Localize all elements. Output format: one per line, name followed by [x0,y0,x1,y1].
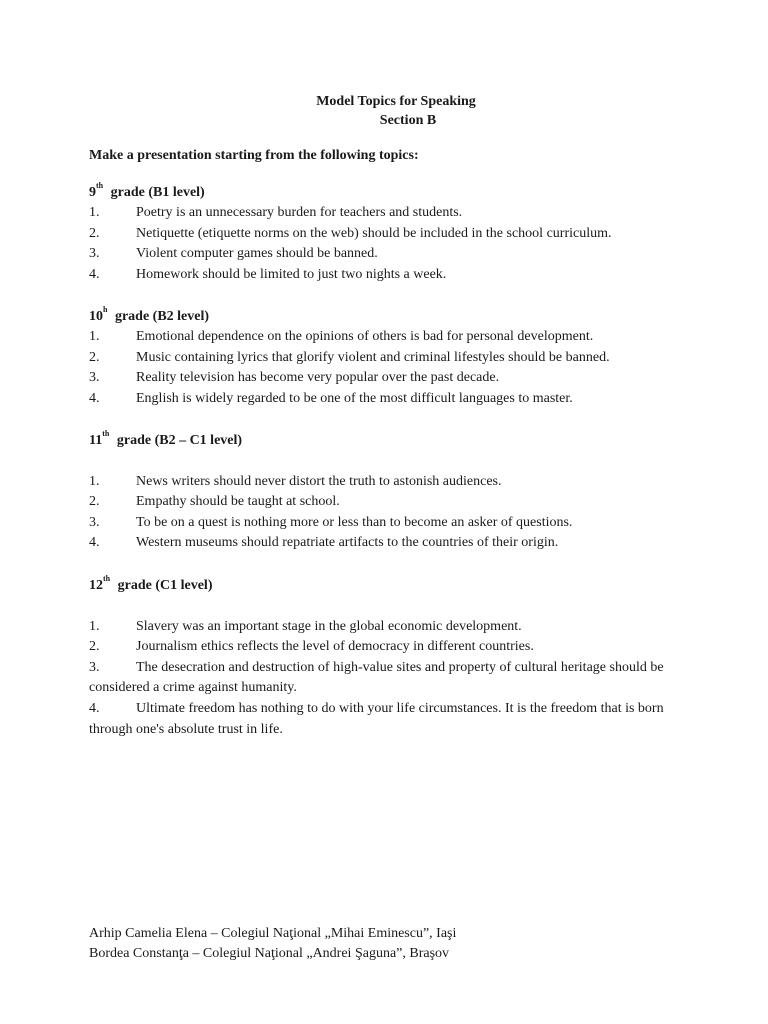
item-number: 4. [89,700,100,716]
item-text: Emotional dependence on the opinions of others is bad for personal development. [136,329,594,344]
list-item [89,472,689,493]
grade-label: grade (C1 level) [117,578,213,593]
item-text: News writers should never distort the truth to astonish audiences. [136,473,502,489]
grade-suffix: th [103,574,111,584]
section-grade-9 [89,183,689,285]
item-text: Poetry is an unnecessary burden for teachers and students. [136,205,463,220]
grade-heading [89,307,689,327]
section-grade-10 [89,307,689,409]
list-item [89,348,689,369]
list-item [89,224,689,245]
document-title [0,92,768,130]
grade-number: 11 [89,433,103,448]
item-number: 4. [89,535,100,551]
grade-heading [89,576,689,596]
item-number: 2. [89,639,100,655]
item-number: 1. [89,618,100,634]
topic-list [89,203,689,285]
item-number: 3. [89,370,100,386]
item-text: Journalism ethics reflects the level of democracy in different countries. [136,639,534,655]
list-item [89,368,689,389]
item-number: 1. [89,473,100,489]
authors-footer [89,924,456,964]
item-text: Netiquette (etiquette norms on the web) should be included in the school curriculum. [136,225,612,241]
author-line: Bordea Constanţa – Colegiul Naţional „Andrei Şaguna”, Braşov [89,946,450,961]
item-number: 2. [89,349,100,365]
item-text: To be on a quest is nothing more or less than to become an asker of questions. [136,514,573,530]
list-item [89,327,689,348]
item-text: Violent computer games should be banned. [136,246,378,262]
grade-suffix: th [102,429,110,439]
grade-label: grade (B2 – C1 level) [116,433,243,448]
grade-label: grade (B2 level) [114,309,210,324]
list-item [89,699,689,740]
item-text: Homework should be limited to just two nights a week. [136,266,447,282]
list-item [89,617,689,638]
grade-suffix: th [96,181,104,191]
grade-heading [89,431,689,451]
list-item [89,389,689,410]
grade-number: 10 [89,309,103,324]
item-number: 3. [89,659,100,675]
author-line: Arhip Camelia Elena – Colegiul Naţional „Mihai Eminescu”, Iaşi [89,926,457,941]
item-number: 2. [89,494,100,510]
item-number: 3. [89,246,100,262]
intro-instruction: Make a presentation starting from the following topics: [89,148,419,163]
list-item [89,265,689,286]
topic-list [89,472,689,554]
item-text: Reality television has become very popular over the past decade. [136,370,500,386]
topic-list [89,327,689,409]
title-line-2: Section B [379,113,437,128]
item-text: Slavery was an important stage in the global economic development. [136,618,522,634]
section-grade-11 [89,431,689,554]
list-item [89,658,689,699]
item-text: The desecration and destruction of high-value sites and property of cultural heritage should be considered a crime against humanity. [89,659,664,696]
list-item [89,637,689,658]
item-number: 1. [89,205,100,220]
topic-list [89,617,689,741]
item-text: Ultimate freedom has nothing to do with your life circumstances. It is the freedom that is born through one's absolute trust in life. [89,700,664,737]
item-number: 4. [89,266,100,282]
grade-suffix: h [103,305,108,315]
list-item [89,203,689,224]
grade-label: grade (B1 level) [110,185,205,200]
grade-heading [89,183,689,203]
item-text: English is widely regarded to be one of the most difficult languages to master. [136,390,573,406]
item-text: Western museums should repatriate artifacts to the countries of their origin. [136,535,559,551]
list-item [89,513,689,534]
list-item [89,533,689,554]
item-number: 2. [89,225,100,241]
section-grade-12 [89,576,689,740]
item-number: 3. [89,514,100,530]
grade-number: 9 [89,185,96,200]
list-item [89,492,689,513]
list-item [89,244,689,265]
item-text: Empathy should be taught at school. [136,494,340,510]
item-text: Music containing lyrics that glorify violent and criminal lifestyles should be banned. [136,349,610,365]
item-number: 4. [89,390,100,406]
grade-number: 12 [89,578,103,593]
title-line-1: Model Topics for Speaking [316,94,476,109]
item-number: 1. [89,329,100,344]
